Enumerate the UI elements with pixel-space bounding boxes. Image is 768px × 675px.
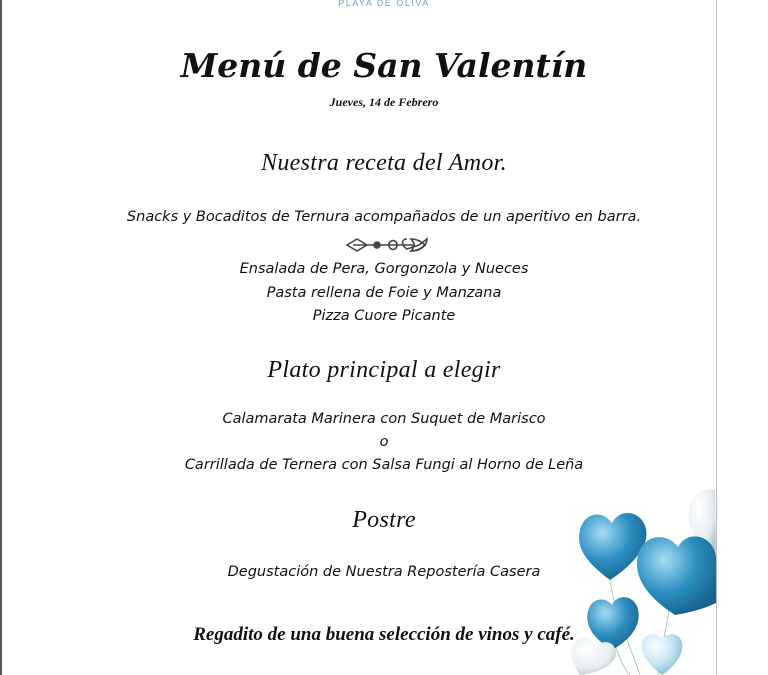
section-heading-starters: Nuestra receta del Amor.	[261, 150, 507, 176]
arrow-heart-icon	[345, 235, 431, 255]
brand-name: PLAYA DE OLIVA	[338, 0, 430, 8]
main-item-or: o	[379, 434, 389, 450]
section-heading-main: Plato principal a elegir	[267, 357, 501, 383]
dessert-item-1: Degustación de Nuestra Repostería Casera	[227, 564, 541, 580]
main-item-2: Carrillada de Ternera con Salsa Fungi al Horno de Leña	[184, 457, 584, 473]
starters-intro: Snacks y Bocaditos de Ternura acompañados de un aperitivo en barra.	[126, 209, 642, 225]
closing-note: Regadito de una buena selección de vinos y café.	[193, 624, 575, 645]
starter-item-1: Ensalada de Pera, Gorgonzola y Nueces	[239, 261, 529, 277]
section-heading-dessert: Postre	[352, 507, 416, 533]
heart-balloons-icon	[570, 485, 716, 675]
menu-date: Jueves, 14 de Febrero	[329, 95, 439, 109]
menu-title: Menú de San Valentín	[180, 46, 588, 85]
starter-item-3: Pizza Cuore Picante	[312, 308, 456, 324]
main-item-1: Calamarata Marinera con Suquet de Marisco	[222, 411, 546, 427]
starter-item-2: Pasta rellena de Foie y Manzana	[266, 285, 502, 301]
